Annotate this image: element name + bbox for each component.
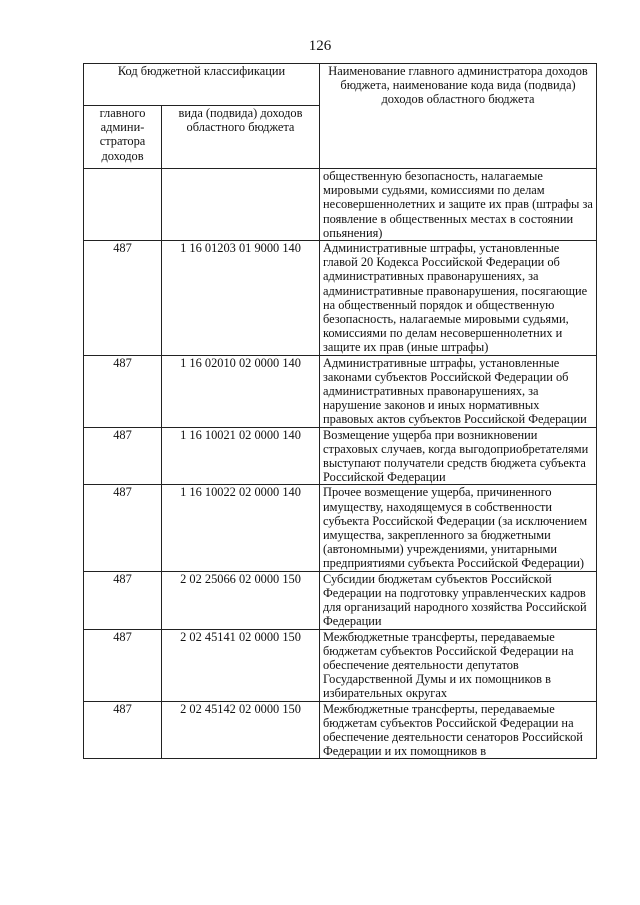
income-name-cell: Прочее возмещение ущерба, причиненного имуществу, находящемуся в собственности субъекта Российской Федерации (за исключением имущества, закрепленного за бюджетными (автономными) учреждениями, унитарными предприятиями субъекта Российской Федерации) bbox=[320, 485, 597, 571]
table-row bbox=[84, 427, 597, 485]
income-name-cell: Возмещение ущерба при возникновении страховых случаев, когда выгодоприобретателями выступают получатели средств бюджета субъекта Российской Федерации bbox=[320, 427, 597, 485]
admin-code-cell: 487 bbox=[84, 241, 162, 356]
admin-code-cell: 487 bbox=[84, 629, 162, 701]
income-name-cell: общественную безопасность, налагаемые мировыми судьями, комиссиями по делам несовершеннолетних и защите их прав (штрафы за появление в общественных местах в состоянии опьянения) bbox=[320, 169, 597, 241]
income-code-cell: 1 16 01203 01 9000 140 bbox=[162, 241, 320, 356]
income-code-cell: 2 02 45141 02 0000 150 bbox=[162, 629, 320, 701]
table-header bbox=[84, 64, 597, 169]
income-code-cell: 1 16 10022 02 0000 140 bbox=[162, 485, 320, 571]
header-admin-column: главного админи-стратора доходов bbox=[84, 106, 162, 169]
admin-code-cell: 487 bbox=[84, 571, 162, 629]
table-row bbox=[84, 169, 597, 241]
admin-code-cell: 487 bbox=[84, 355, 162, 427]
table-body bbox=[84, 169, 597, 759]
table-row bbox=[84, 241, 597, 356]
admin-code-cell: 487 bbox=[84, 427, 162, 485]
income-code-cell: 2 02 45142 02 0000 150 bbox=[162, 701, 320, 759]
table-row bbox=[84, 485, 597, 571]
income-name-cell: Межбюджетные трансферты, передаваемые бюджетам субъектов Российской Федерации на обеспечение деятельности сенаторов Российской Федерации и их помощников в bbox=[320, 701, 597, 759]
income-name-cell: Субсидии бюджетам субъектов Российской Федерации на подготовку управленческих кадров для организаций народного хозяйства Российской Федерации bbox=[320, 571, 597, 629]
income-name-cell: Административные штрафы, установленные главой 20 Кодекса Российской Федерации об административных правонарушениях, за административные правонарушения, посягающие на общественный порядок и общественную безопасность, налагаемые мировыми судьями, комиссиями по делам несовершеннолетних и защите их прав (иные штрафы) bbox=[320, 241, 597, 356]
budget-classification-table bbox=[83, 63, 597, 759]
income-name-cell: Административные штрафы, установленные законами субъектов Российской Федерации об административных правонарушениях, за нарушение законов и иных нормативных правовых актов субъектов Российской Федерации bbox=[320, 355, 597, 427]
income-code-cell: 1 16 02010 02 0000 140 bbox=[162, 355, 320, 427]
table-row bbox=[84, 701, 597, 759]
page-number: 126 bbox=[308, 38, 332, 54]
income-code-cell bbox=[162, 169, 320, 241]
table-row bbox=[84, 629, 597, 701]
admin-code-cell bbox=[84, 169, 162, 241]
header-name-column: Наименование главного администратора доходов бюджета, наименование кода вида (подвида) доходов областного бюджета bbox=[320, 64, 597, 169]
income-code-cell: 2 02 25066 02 0000 150 bbox=[162, 571, 320, 629]
table-row bbox=[84, 355, 597, 427]
income-name-cell: Межбюджетные трансферты, передаваемые бюджетам субъектов Российской Федерации на обеспечение деятельности депутатов Государственной Думы и их помощников в избирательных округах bbox=[320, 629, 597, 701]
table-row bbox=[84, 571, 597, 629]
header-code-column: вида (подвида) доходов областного бюджета bbox=[162, 106, 320, 169]
admin-code-cell: 487 bbox=[84, 701, 162, 759]
income-code-cell: 1 16 10021 02 0000 140 bbox=[162, 427, 320, 485]
admin-code-cell: 487 bbox=[84, 485, 162, 571]
header-group-title: Код бюджетной классификации bbox=[84, 64, 320, 106]
